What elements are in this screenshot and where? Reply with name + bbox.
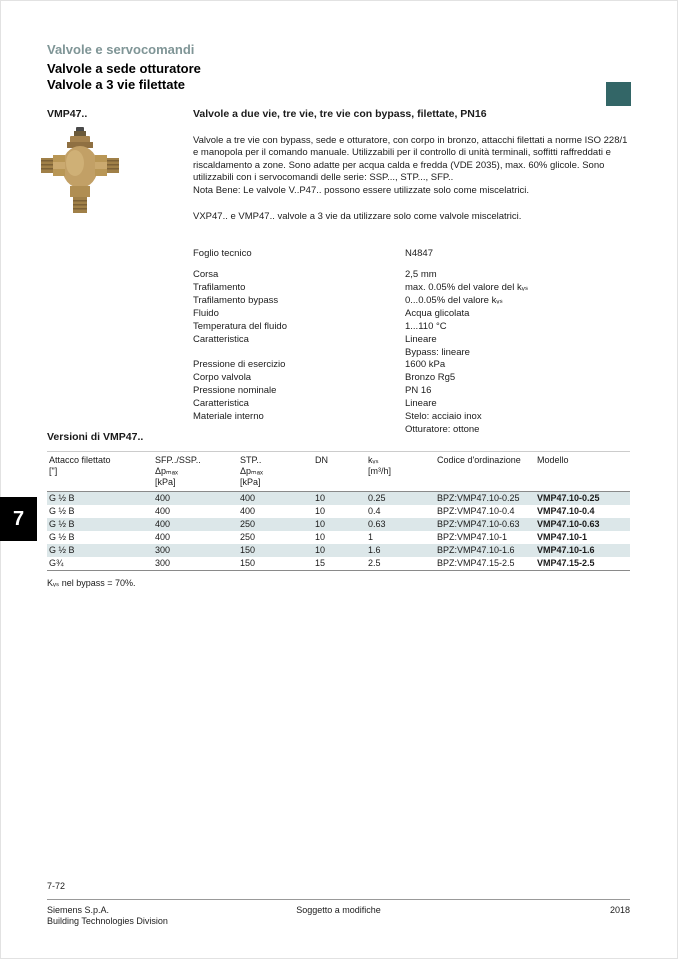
- cell-sfp-ssp-dpmax: 400: [155, 506, 171, 517]
- spec-value: 2,5 mm: [405, 269, 437, 281]
- cell-codice-ordinazione: BPZ:VMP47.10-0.63: [437, 519, 520, 530]
- footer-row: [47, 905, 630, 927]
- spec-row: [193, 248, 630, 261]
- table-footnote: Kᵥₛ nel bypass = 70%.: [47, 578, 136, 589]
- subsection-heading-2: Valvole a 3 vie filettate: [47, 77, 186, 92]
- spec-row: [193, 347, 630, 360]
- versions-title: Versioni di VMP47..: [47, 431, 144, 443]
- cell-stp-dpmax: 400: [240, 506, 256, 517]
- column-header-modello: Modello: [537, 455, 569, 465]
- table-row: [47, 531, 630, 544]
- product-note: Nota Bene: Le valvole V..P47.. possono essere utilizzate solo come miscelatrici.: [193, 184, 530, 196]
- footer-company: [47, 905, 168, 927]
- spec-value: Bronzo Rg5: [405, 372, 456, 384]
- spec-label: Corsa: [193, 269, 219, 281]
- cell-codice-ordinazione: BPZ:VMP47.15-2.5: [437, 558, 515, 569]
- table-row: [47, 505, 630, 518]
- footer-divider: [47, 899, 630, 900]
- table-header: [47, 451, 630, 492]
- spec-label: Foglio tecnico: [193, 248, 252, 260]
- spec-row: [193, 334, 630, 347]
- section-heading: Valvole e servocomandi: [47, 42, 195, 57]
- cell-modello: VMP47.10-0.25: [537, 493, 600, 504]
- cell-stp-dpmax: 250: [240, 532, 256, 543]
- cell-kvs: 1.6: [368, 545, 381, 556]
- cell-stp-dpmax: 400: [240, 493, 256, 504]
- cell-attacco-filettato: G¾: [49, 558, 64, 569]
- cell-modello: VMP47.10-0.63: [537, 519, 600, 530]
- table-row: [47, 492, 630, 505]
- cell-stp-dpmax: 150: [240, 545, 256, 556]
- product-description: Valvole a tre vie con bypass, sede e otturatore, con corpo in bronzo, attacchi filettati a norme ISO 228/1 e manopola per il comando manuale. Utilizzabili per il controllo di unità terminali, soffitti raffreddati e riscaldamento a zone. Sono adatte per acqua calda e fredda (VDE 2035), max. 60% glicole. Sono utilizzabili con i servocomandi delle serie: SSP..., STP..., SFP..: [193, 134, 628, 184]
- product-note-2: VXP47.. e VMP47.. valvole a 3 vie da utilizzare solo come valvole miscelatrici.: [193, 210, 522, 222]
- cell-dn: 10: [315, 532, 326, 543]
- spec-row: [193, 411, 630, 424]
- spec-list: [193, 248, 630, 437]
- table-body: [47, 492, 630, 571]
- cell-codice-ordinazione: BPZ:VMP47.10-1: [437, 532, 508, 543]
- footer-company-name: Siemens S.p.A.: [47, 905, 110, 915]
- page-number: 7-72: [47, 881, 66, 891]
- spec-label: Fluido: [193, 307, 219, 319]
- footer-note: Soggetto a modifiche: [296, 905, 381, 915]
- table-row: [47, 557, 630, 570]
- cell-dn: 10: [315, 493, 326, 504]
- cell-dn: 10: [315, 519, 326, 530]
- spec-row: [193, 295, 630, 308]
- spec-row: [193, 321, 630, 334]
- page-header: [47, 42, 201, 93]
- footer-company-division: Building Technologies Division: [47, 916, 168, 926]
- column-header-attacco: Attacco filettato ["]: [49, 455, 111, 476]
- spec-value: Stelo: acciaio inox: [405, 411, 482, 423]
- spec-row: [193, 372, 630, 385]
- product-photo: [40, 126, 120, 222]
- cell-attacco-filettato: G ½ B: [49, 506, 75, 517]
- spec-label: Trafilamento bypass: [193, 294, 279, 306]
- cell-modello: VMP47.10-1: [537, 532, 588, 543]
- product-info: [193, 108, 630, 437]
- spec-value: 1600 kPa: [405, 359, 446, 371]
- spec-label: Materiale interno: [193, 411, 264, 423]
- cell-attacco-filettato: G ½ B: [49, 519, 75, 530]
- subsection-heading-1: Valvole a sede otturatore: [47, 61, 201, 76]
- spec-label: Caratteristica: [193, 333, 249, 345]
- valve-image: [40, 126, 120, 222]
- column-header-codice: Codice d'ordinazione: [437, 455, 521, 465]
- spec-label: [193, 347, 405, 360]
- cell-sfp-ssp-dpmax: 400: [155, 532, 171, 543]
- cell-modello: VMP47.15-2.5: [537, 558, 595, 569]
- cell-dn: 15: [315, 558, 326, 569]
- spec-row: [193, 359, 630, 372]
- cell-kvs: 0.4: [368, 506, 381, 517]
- spec-row: [193, 398, 630, 411]
- spec-label: Temperatura del fluido: [193, 320, 287, 332]
- spec-value: 1...110 °C: [405, 320, 447, 332]
- spec-value: 0...0.05% del valore kᵥₛ: [405, 294, 503, 306]
- spec-row: [193, 308, 630, 321]
- spec-value: max. 0.05% del valore del kᵥₛ: [405, 281, 529, 293]
- chapter-tab: 7: [0, 497, 37, 541]
- cell-attacco-filettato: G ½ B: [49, 493, 75, 504]
- product-title: Valvole a due vie, tre vie, tre vie con bypass, filettate, PN16: [193, 108, 487, 120]
- spec-value: N4847: [405, 248, 433, 260]
- spec-value: Otturatore: ottone: [405, 423, 480, 435]
- cell-codice-ordinazione: BPZ:VMP47.10-0.25: [437, 493, 520, 504]
- cell-modello: VMP47.10-0.4: [537, 506, 595, 517]
- section-marker-square: [606, 82, 631, 106]
- versions-section: [47, 431, 630, 589]
- spec-value: PN 16: [405, 385, 432, 397]
- spec-label: Pressione di esercizio: [193, 359, 286, 371]
- column-header-sfp-ssp: SFP../SSP.. Δpₘₐₓ [kPa]: [155, 455, 201, 487]
- product-model-label: VMP47..: [47, 108, 88, 120]
- cell-kvs: 0.63: [368, 519, 386, 530]
- column-header-stp: STP.. Δpₘₐₓ [kPa]: [240, 455, 263, 487]
- cell-kvs: 2.5: [368, 558, 381, 569]
- cell-sfp-ssp-dpmax: 300: [155, 545, 171, 556]
- spec-label: Trafilamento: [193, 281, 246, 293]
- cell-dn: 10: [315, 545, 326, 556]
- table-row: [47, 518, 630, 531]
- cell-sfp-ssp-dpmax: 400: [155, 519, 171, 530]
- column-header-kvs: kᵥₛ [m³/h]: [368, 455, 392, 476]
- cell-stp-dpmax: 250: [240, 519, 256, 530]
- cell-kvs: 1: [368, 532, 374, 543]
- spec-row: [193, 269, 630, 282]
- spec-row: [193, 385, 630, 398]
- spec-label: Corpo valvola: [193, 372, 252, 384]
- cell-sfp-ssp-dpmax: 300: [155, 558, 171, 569]
- cell-modello: VMP47.10-1.6: [537, 545, 595, 556]
- spec-value: Lineare: [405, 398, 437, 410]
- spec-label: Caratteristica: [193, 398, 249, 410]
- spec-value: Acqua glicolata: [405, 307, 470, 319]
- spec-row: [193, 282, 630, 295]
- table-row: [47, 544, 630, 557]
- footer-year: 2018: [609, 905, 630, 915]
- spec-label: Pressione nominale: [193, 385, 277, 397]
- cell-codice-ordinazione: BPZ:VMP47.10-0.4: [437, 506, 515, 517]
- page-footer: [47, 881, 630, 927]
- cell-dn: 10: [315, 506, 326, 517]
- column-header-dn: DN: [315, 455, 328, 465]
- cell-attacco-filettato: G ½ B: [49, 532, 75, 543]
- spec-value: Lineare: [405, 333, 437, 345]
- cell-stp-dpmax: 150: [240, 558, 256, 569]
- cell-attacco-filettato: G ½ B: [49, 545, 75, 556]
- cell-kvs: 0.25: [368, 493, 386, 504]
- cell-codice-ordinazione: BPZ:VMP47.10-1.6: [437, 545, 515, 556]
- spec-value: Bypass: lineare: [405, 346, 470, 358]
- cell-sfp-ssp-dpmax: 400: [155, 493, 171, 504]
